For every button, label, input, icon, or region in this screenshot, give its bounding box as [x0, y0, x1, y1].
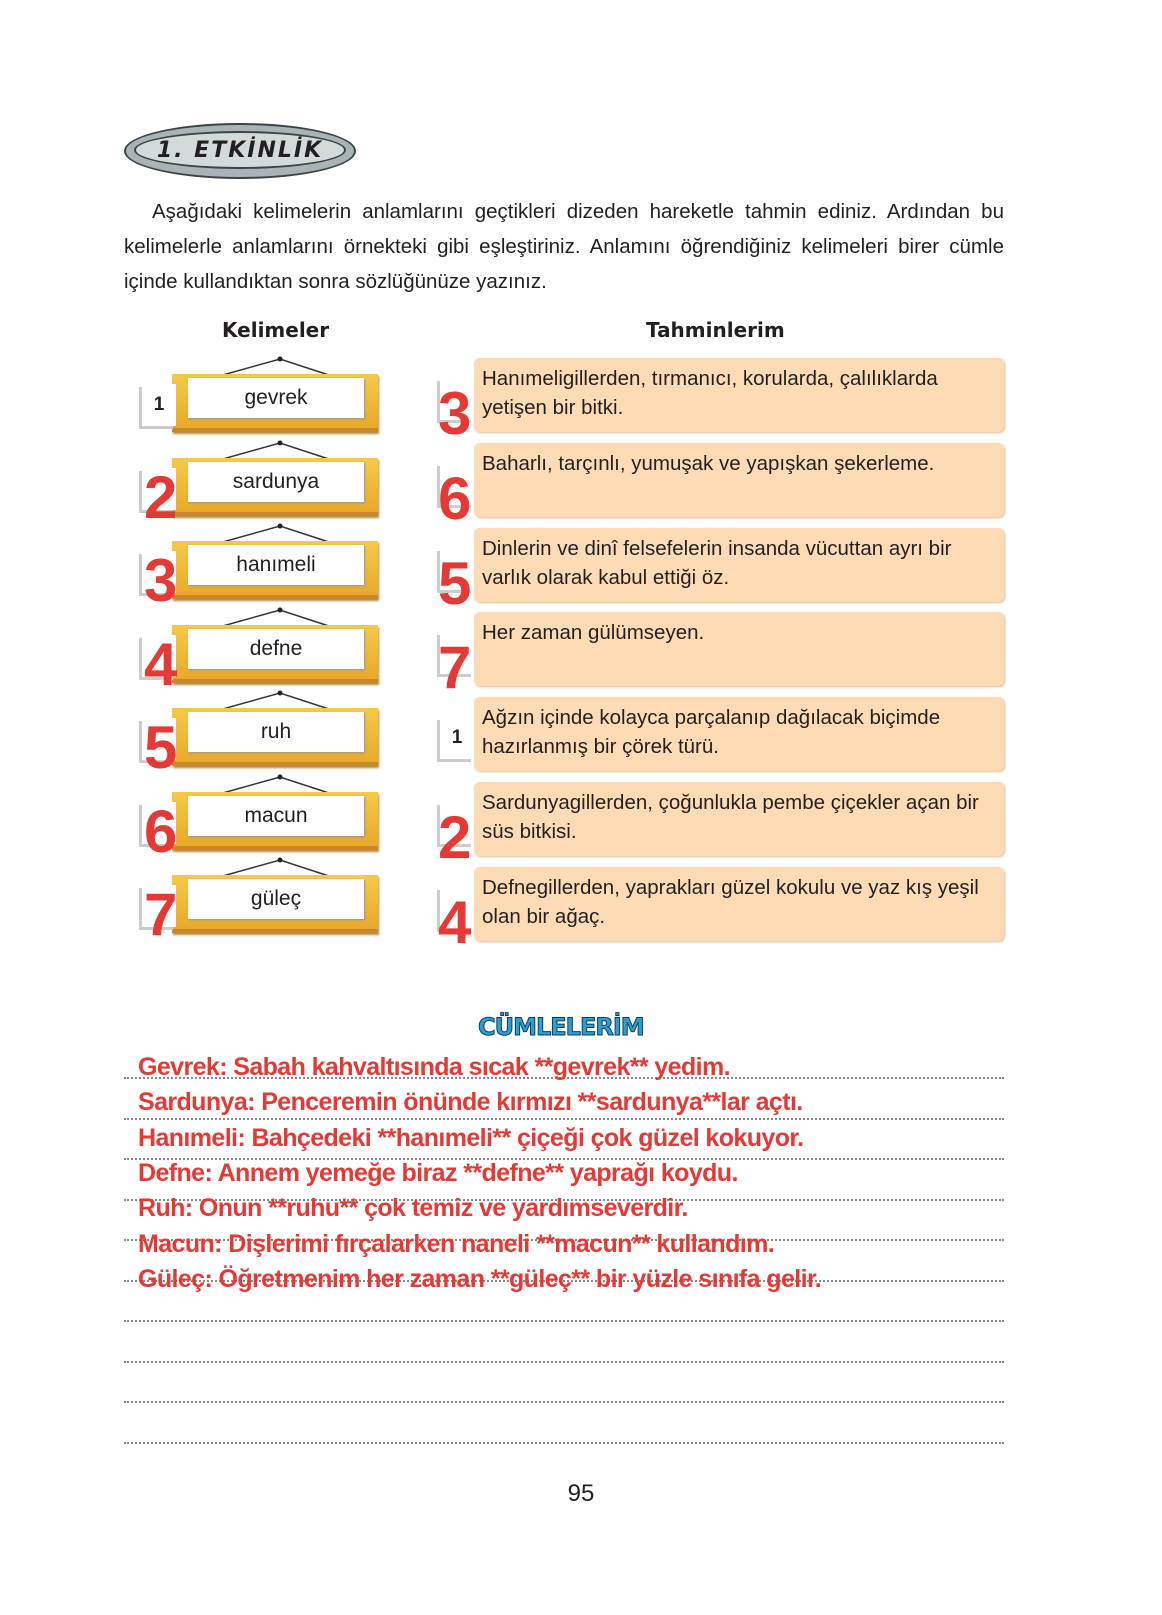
handwritten-answer: 7 [438, 634, 472, 702]
answer-number: 1 [153, 394, 165, 415]
handwritten-answer: 7 [144, 881, 178, 948]
handwritten-answer: 3 [144, 547, 178, 614]
word-label: ruh [188, 712, 364, 752]
definition-card: Ağzın içinde kolayca parçalanıp dağılacak biçimde hazırlanmış bir çörek türü. [474, 697, 1004, 771]
word-sign [142, 440, 382, 531]
handwritten-sentence: Gevrek: Sabah kahvaltısında sıcak **gevrek** yedim. [138, 1053, 730, 1081]
word-sign [142, 607, 382, 698]
answer-box[interactable] [440, 717, 474, 759]
activity-badge [124, 123, 356, 179]
definition-card: Baharlı, tarçınlı, yumuşak ve yapışkan şekerleme. [474, 443, 1004, 517]
word-sign [142, 857, 382, 948]
handwritten-answer: 4 [144, 630, 178, 698]
handwritten-answer: 2 [144, 463, 178, 531]
word-label: güleç [188, 879, 364, 919]
handwritten-answer: 3 [438, 380, 472, 447]
word-label: macun [188, 796, 364, 836]
activity-title: 1. ETKİNLİK [134, 131, 346, 169]
handwritten-answer: 5 [144, 714, 178, 781]
handwritten-answer: 4 [438, 888, 472, 956]
instructions: Aşağıdaki kelimelerin anlamlarını geçtikleri dizeden hareketle tahmin ediniz. Ardından bu kelimelerle anlamlarını örnekteki gibi eşleştiriniz. Anlamını öğrendiğiniz kelimeleri birer cümle içinde kullandıktan sonra sözlüğünüze yazınız. [124, 200, 1004, 293]
word-label: hanımeli [188, 545, 364, 585]
guesses-heading: Tahminlerim [646, 318, 785, 342]
definition-card: Sardunyagillerden, çoğunlukla pembe çiçekler açan bir süs bitkisi. [474, 782, 1004, 856]
handwritten-answer: 6 [438, 464, 472, 532]
answer-number: 1 [451, 727, 463, 749]
word-sign [142, 356, 382, 436]
handwritten-answer: 5 [438, 549, 472, 617]
sentences-heading: CÜMLELERİM [478, 1013, 644, 1041]
word-sign [142, 774, 382, 865]
writing-line[interactable] [124, 1118, 1004, 1120]
writing-line[interactable] [124, 1361, 1004, 1363]
handwritten-sentence: Macun: Dişlerimi fırçalarken naneli **macun** kullandım. [138, 1229, 775, 1258]
definition-card: Her zaman gülümseyen. [474, 612, 1004, 686]
definition-card: Dinlerin ve dinî felsefelerin insanda vücuttan ayrı bir varlık olarak kabul ettiği öz. [474, 528, 1004, 602]
handwritten-sentence: Güleç: Öğretmenim her zaman **güleç** bir yüzle sınıfa gelir. [138, 1264, 822, 1293]
writing-line[interactable] [124, 1401, 1004, 1403]
word-sign [142, 690, 382, 781]
word-sign [142, 523, 382, 614]
page-number: 95 [567, 1480, 595, 1507]
handwritten-answer: 6 [144, 797, 178, 865]
writing-line[interactable] [124, 1320, 1004, 1322]
word-label: defne [188, 629, 364, 669]
writing-line[interactable] [124, 1442, 1004, 1444]
word-label: gevrek [188, 378, 364, 418]
handwritten-sentence: Defne: Annem yemeğe biraz **defne** yaprağı koydu. [138, 1158, 738, 1187]
definition-card: Defnegillerden, yaprakları güzel kokulu ve yaz kış yeşil olan bir ağaç. [474, 867, 1004, 941]
word-label: sardunya [188, 462, 364, 502]
answer-box[interactable] [142, 384, 176, 426]
definition-card: Hanımeligillerden, tırmanıcı, korularda, çalılıklarda yetişen bir bitki. [474, 358, 1004, 432]
words-heading: Kelimeler [222, 318, 330, 342]
handwritten-sentence: Ruh: Onun **ruhu** çok temiz ve yardımseverdir. [138, 1194, 688, 1223]
handwritten-sentence: Hanımeli: Bahçedeki **hanımeli** çiçeği çok güzel kokuyor. [138, 1123, 804, 1152]
handwritten-sentence: Sardunya: Penceremin önünde kırmızı **sardunya**lar açtı. [138, 1088, 803, 1117]
handwritten-answer: 2 [438, 804, 472, 871]
